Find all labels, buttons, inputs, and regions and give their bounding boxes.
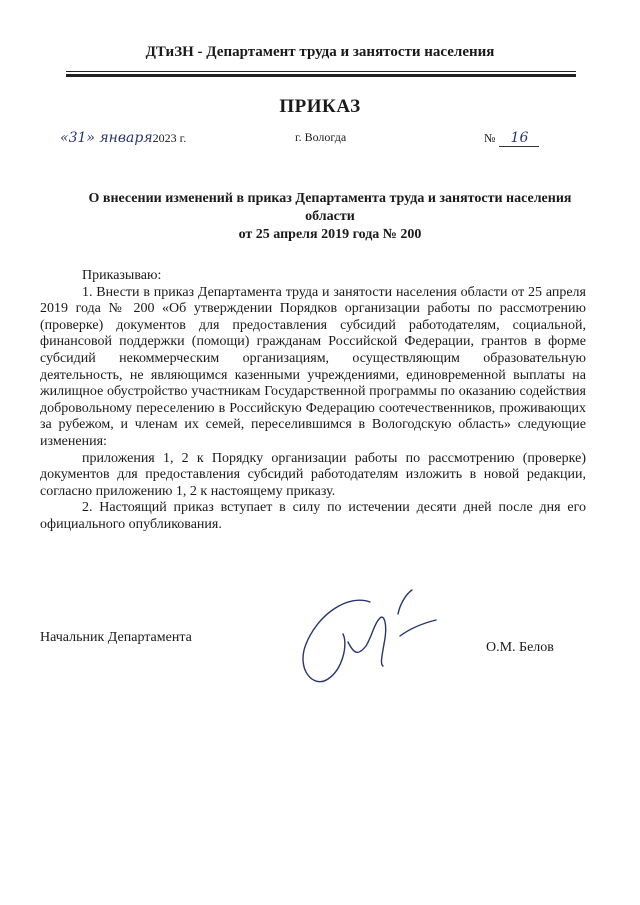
body-paragraph-1: 1. Внести в приказ Департамента труда и занятости населения области от 25 апреля 2019 года № 200 «Об утверждении Порядков организации работы по рассмотрению (проверке) документов для предоставления субсидий работодателям, социальной, финансовой поддержки (помощи) гражданам Российской Федерации, грантов в форме субсидий некоммерческим организациям, осуществляющим образовательную деятельность, не являющимся казенными учреждениями, единовременной выплаты на жилищное обустройство участникам Государственной программы по оказанию содействия добровольному переселению в Российскую Федерацию соотечественников, проживающих за рубежом, и членам их семей, переселившимся в Вологодскую область» следующие изменения:	[40, 284, 586, 449]
body-intro: Приказываю:	[82, 268, 162, 283]
handwritten-signature	[288, 584, 448, 694]
order-date-year: 2023 г.	[152, 131, 187, 145]
order-place: г. Вологда	[295, 130, 347, 144]
organization-header: ДТиЗН - Департамент труда и занятости населения	[145, 44, 495, 60]
order-date-handwritten: «31» января	[60, 130, 153, 146]
order-subject	[60, 190, 600, 244]
order-date	[60, 130, 186, 146]
header-rule-thin	[66, 71, 576, 72]
signer-title: Начальник Департамента	[40, 630, 192, 645]
subject-line-1: О внесении изменений в приказ Департамента труда и занятости населения	[88, 191, 572, 206]
order-number-label: №	[484, 131, 496, 145]
order-number-handwritten: 16	[499, 130, 539, 147]
body-paragraph-2: 2. Настоящий приказ вступает в силу по истечении десяти дней после дня его официального опубликования.	[40, 500, 586, 532]
header-rule-thick	[66, 74, 576, 77]
body-paragraph-1-sub: приложения 1, 2 к Порядку организации работы по рассмотрению (проверке) документов для предоставления субсидий работодателям изложить в новой редакции, согласно приложению 1, 2 к настоящему приказу.	[40, 450, 586, 499]
subject-line-2: области	[305, 209, 355, 224]
subject-line-3: от 25 апреля 2019 года № 200	[238, 227, 422, 242]
document-type-title: ПРИКАЗ	[279, 96, 361, 117]
order-body	[40, 268, 586, 534]
signer-name: О.М. Белов	[486, 640, 554, 655]
order-number	[484, 130, 539, 147]
